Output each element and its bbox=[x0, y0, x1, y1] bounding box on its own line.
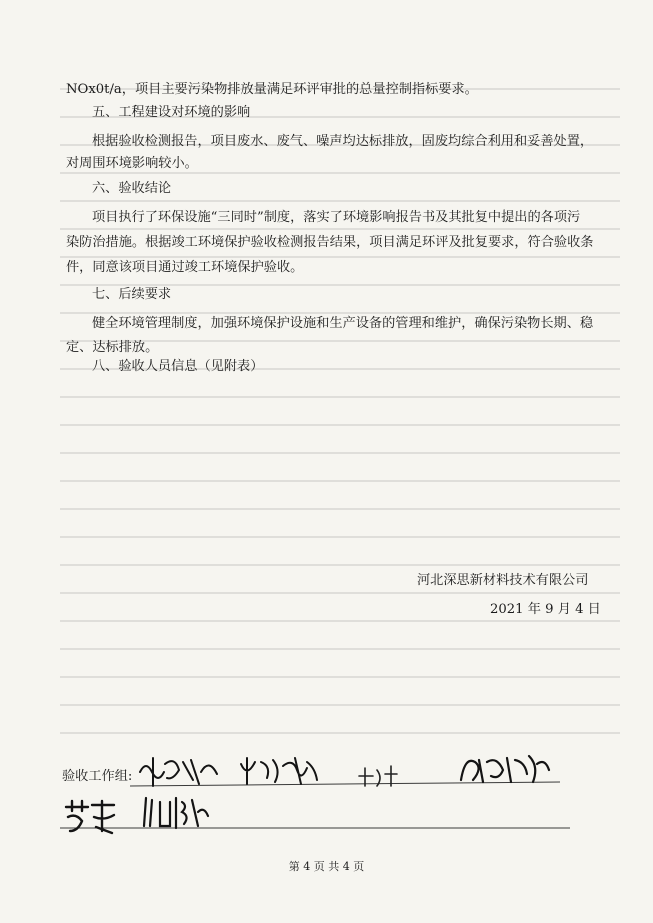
paragraph-line: 染防治措施。根据竣工环境保护验收检测报告结果，项目满足环评及批复要求，符合验收条 bbox=[66, 235, 594, 250]
sign-date: 2021 年 9 月 4 日 bbox=[490, 602, 601, 617]
work-group-label: 验收工作组: bbox=[62, 769, 133, 784]
handwritten-signature bbox=[135, 752, 225, 792]
continuation-line: NOx0t/a，项目主要污染物排放量满足环评审批的总量控制指标要求。 bbox=[66, 82, 478, 97]
paragraph-line: 健全环境管理制度，加强环境保护设施和生产设备的管理和维护，确保污染物长期、稳 bbox=[92, 316, 594, 331]
paragraph-line: 件，同意该项目通过竣工环境保护验收。 bbox=[66, 260, 304, 275]
handwritten-signature bbox=[235, 752, 325, 792]
section-heading-8: 八、验收人员信息（见附表） bbox=[92, 359, 264, 374]
section-heading-6: 六、验收结论 bbox=[92, 181, 172, 196]
paragraph-line: 定、达标排放。 bbox=[66, 340, 159, 355]
section-heading-5: 五、工程建设对环境的影响 bbox=[92, 105, 251, 120]
handwritten-signature bbox=[355, 762, 405, 792]
section-heading-7: 七、后续要求 bbox=[92, 287, 172, 302]
handwritten-signature bbox=[62, 797, 122, 837]
paragraph-line: 根据验收检测报告，项目废水、废气、噪声均达标排放，固废均综合利用和妥善处置， bbox=[92, 134, 594, 149]
company-name: 河北深思新材料技术有限公司 bbox=[417, 573, 589, 588]
page-number: 第 4 页 共 4 页 bbox=[288, 860, 365, 873]
handwritten-signature bbox=[140, 792, 210, 832]
handwritten-signature bbox=[455, 750, 555, 790]
paragraph-line: 对周围环境影响较小。 bbox=[66, 156, 198, 171]
paragraph-line: 项目执行了环保设施“三同时”制度，落实了环境影响报告书及其批复中提出的各项污 bbox=[92, 210, 581, 225]
